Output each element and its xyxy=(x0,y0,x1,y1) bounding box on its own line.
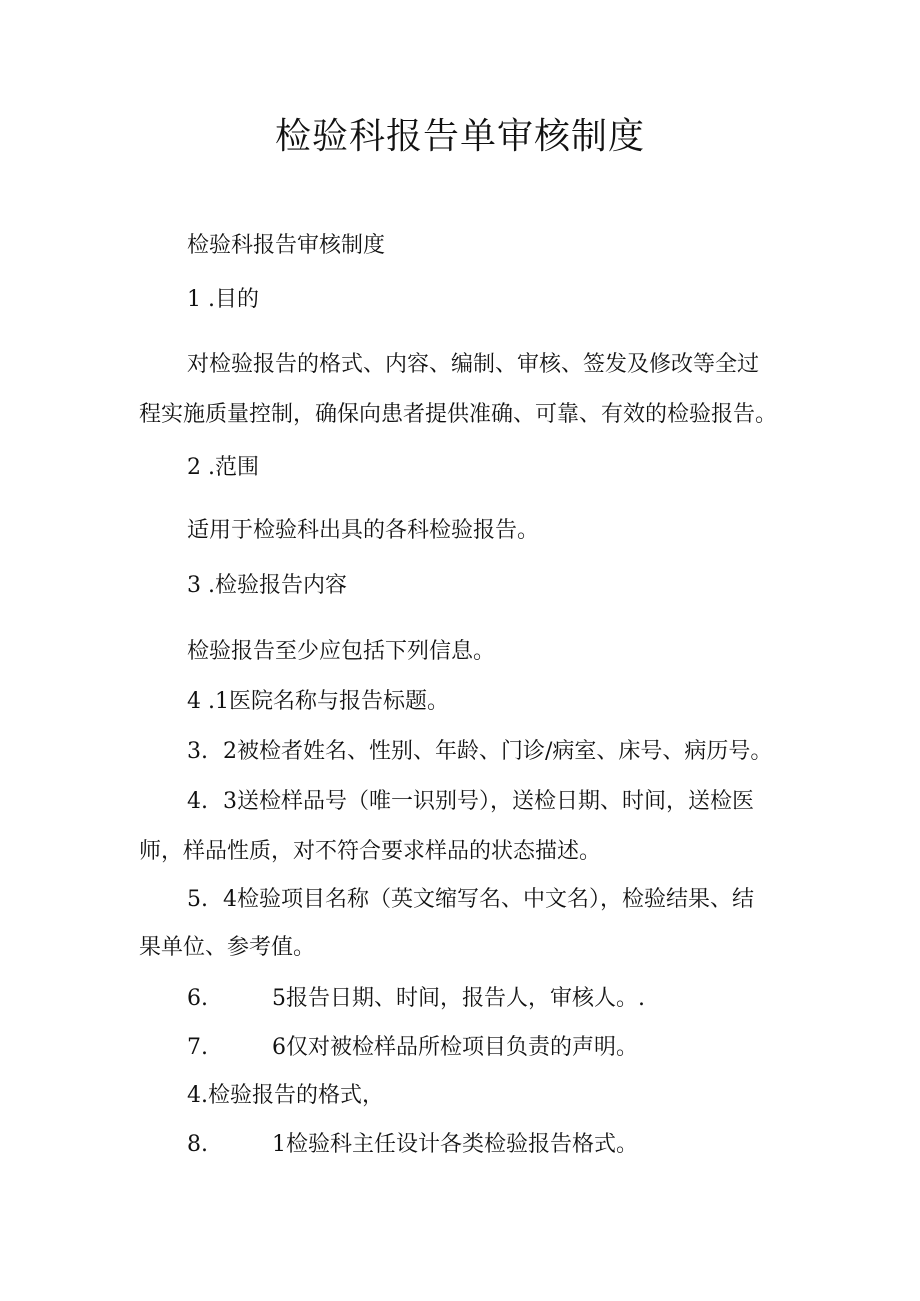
section-2-text: 适用于检验科出具的各科检验报告。 xyxy=(187,518,540,543)
document-subtitle: 检验科报告审核制度 xyxy=(187,233,386,258)
list-item-text: 4检验项目名称（英文缩写名、中文名），检验结果、结 xyxy=(223,887,754,912)
list-item-text: 3送检样品号（唯一识别号），送检日期、时间，送检医 xyxy=(223,789,754,814)
section-2-heading: 2 .范围 xyxy=(187,455,259,480)
list-item-3 xyxy=(187,787,754,817)
list-item-text: 5报告日期、时间，报告人，审核人。. xyxy=(272,986,645,1011)
list-item-4-continuation: 果单位、参考值。 xyxy=(139,935,316,960)
list-item-7 xyxy=(187,1130,638,1160)
list-item-number: 3. xyxy=(187,739,208,764)
section-3-heading: 3 .检验报告内容 xyxy=(187,573,347,598)
section-1-text-line-1: 对检验报告的格式、内容、编制、审核、签发及修改等全过 xyxy=(187,352,760,377)
list-item-6 xyxy=(187,1033,638,1063)
list-item-number: 6. xyxy=(187,986,208,1011)
list-item-2 xyxy=(187,737,772,767)
section-3-text: 检验报告至少应包括下列信息。 xyxy=(187,639,496,664)
list-item-1: 4 .1医院名称与报告标题。 xyxy=(187,689,449,714)
list-item-text: 6仅对被检样品所检项目负责的声明。 xyxy=(272,1035,638,1060)
list-item-text: 1检验科主任设计各类检验报告格式。 xyxy=(272,1132,638,1157)
list-item-5 xyxy=(187,984,645,1014)
list-item-text: 2被检者姓名、性别、年龄、门诊/病室、床号、病历号。 xyxy=(223,739,773,764)
list-item-number: 7. xyxy=(187,1035,208,1060)
list-item-number: 5. xyxy=(187,887,208,912)
list-item-4 xyxy=(187,885,754,915)
document-title: 检验科报告单审核制度 xyxy=(274,116,645,157)
list-item-number: 4. xyxy=(187,789,208,814)
section-4-heading: 4.检验报告的格式， xyxy=(187,1083,384,1108)
section-1-heading: 1 .目的 xyxy=(187,287,259,312)
list-item-number: 8. xyxy=(187,1132,208,1157)
list-item-3-continuation: 师，样品性质，对不符合要求样品的状态描述。 xyxy=(139,839,602,864)
section-1-text-line-2: 程实施质量控制，确保向患者提供准确、可靠、有效的检验报告。 xyxy=(139,402,778,427)
